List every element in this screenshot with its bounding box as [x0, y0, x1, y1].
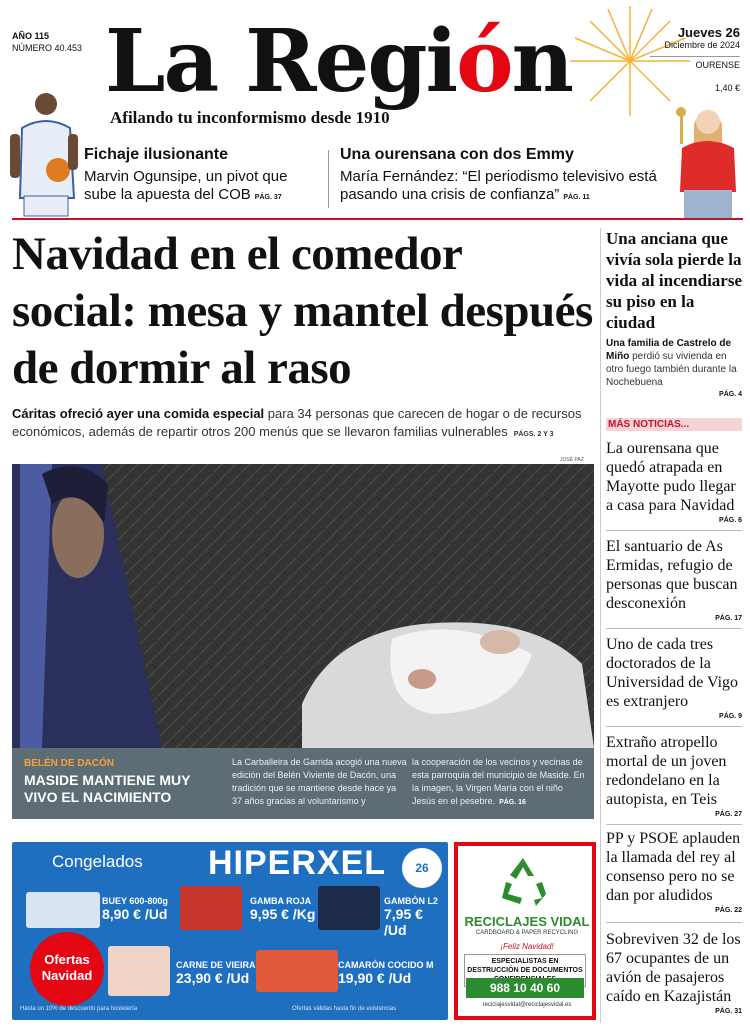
item-price: 23,90 € /Ud [176, 970, 250, 986]
year-label: AÑO 115 [12, 31, 50, 41]
service-description: ESPECIALISTAS EN DESTRUCCIÓN DE DOCUMENTOS [464, 954, 586, 987]
logo-text-c: n [511, 11, 573, 112]
item-name: CARNE DE VIEIRA [176, 960, 256, 970]
edition-info [12, 30, 82, 54]
ad-item [384, 896, 448, 938]
caption-text: la cooperación de los vecinos y vecinas de esta parroquia del municipio de Maside. En la imagen, la Virgen María con el niño Jesús en el pesebre. [412, 757, 585, 806]
photo-caption [12, 748, 594, 819]
ad-item [338, 960, 434, 986]
more-news-label: MÁS NOTICIAS... [606, 418, 742, 431]
shrimp-box-image [180, 886, 242, 930]
caption-kicker: BELÉN DE DACÓN [24, 758, 115, 769]
divider [606, 628, 742, 629]
promo-body: Marvin Ogunsipe, un pivot que sube la apuesta del COB [84, 168, 288, 203]
christmas-offers-badge: Ofertas Navidad [30, 932, 104, 1006]
item-price: 9,95 € /Kg [250, 906, 316, 922]
issue-month-year: Diciembre de 2024 [664, 40, 740, 50]
main-headline[interactable]: Navidad en el comedor social: mesa y mantel después de dormir al raso [12, 228, 593, 394]
email-address[interactable]: reciclajesvidal@reciclajesvidal.es [482, 1002, 572, 1008]
item-price: 19,90 € /Ud [338, 970, 412, 986]
prawn-box-image [318, 886, 380, 930]
ad-brand-prefix: Congelados [52, 852, 143, 871]
divider [606, 726, 742, 727]
story-headline: La ourensana que quedó atrapada en Mayotte pudo llegar a casa para Navidad [606, 440, 736, 514]
item-price: 7,95 € /Ud [384, 906, 423, 938]
promo-body: María Fernández: “El periodismo televisivo está pasando una crisis de confianza” [340, 168, 657, 203]
nativity-illustration [12, 464, 594, 748]
date-block [650, 26, 740, 95]
beef-image [26, 892, 100, 928]
story-headline: PP y PSOE aplauden la llamada del rey al consenso pero no se dan por aludidos [606, 830, 741, 904]
sidebar-story[interactable] [606, 829, 742, 914]
lede-bold: Cáritas ofreció ayer una comida especial [12, 406, 265, 421]
ad-item [176, 960, 256, 986]
divider [606, 530, 742, 531]
caption-text-col1: La Carballeira de Garrida acogió una nueva edición del Belén Viviente de Dacón, una tradición que se mantiene desde hace ya 37 años gracias al voluntarismo y [232, 757, 407, 806]
divider [606, 824, 742, 825]
item-name: BUEY 600-800g [102, 896, 168, 906]
page-ref: PÁG. 31 [715, 1008, 742, 1015]
story-headline: Uno de cada tres doctorados de la Universidad de Vigo es extranjero [606, 636, 739, 710]
reciclajes-vidal-ad[interactable] [454, 842, 596, 1020]
phone-number[interactable]: 988 10 40 60 [466, 978, 584, 998]
issue-number: NÚMERO 40.453 [12, 43, 83, 53]
logo-text-a: La Regi [105, 11, 457, 112]
page-ref: PÁG. 11 [563, 194, 590, 201]
caption-title[interactable]: MASIDE MANTIENE MUY VIVO EL NACIMIENTO [24, 772, 191, 805]
main-lede [12, 405, 597, 444]
promo-signing[interactable] [84, 146, 320, 207]
recycle-icon [494, 854, 552, 910]
story-sub [606, 337, 742, 389]
nativity-photo[interactable] [12, 464, 594, 748]
page-ref: PÁGS. 2 Y 3 [513, 431, 554, 438]
issue-day: Jueves 26 [677, 25, 740, 40]
divider [606, 922, 742, 923]
sub-bold: Una familia de Castrelo de Miño [606, 338, 732, 362]
page-ref: PÁG. 27 [715, 811, 742, 818]
sidebar-story[interactable] [606, 537, 742, 622]
ad-footnote: Ofertas válidas hasta fin de existencias [292, 1006, 397, 1012]
page-ref: PÁG. 22 [715, 907, 742, 914]
masthead-rule [12, 218, 743, 220]
story-headline: Una anciana que vivía sola pierde la vida al incendiarse su piso en la ciudad [606, 229, 743, 332]
page-ref: PÁG. 6 [719, 517, 742, 524]
promo-emmy[interactable] [340, 146, 670, 207]
page-ref: PÁG. 4 [719, 391, 742, 398]
basketball-player-image [8, 88, 80, 218]
edition-city: OURENSE [650, 56, 740, 72]
lede-text: para 34 personas que carecen de hogar o de recursos económicos, además de repartir otros 200 menús que se llevaron familias vulnerables [12, 406, 582, 439]
page-ref: PÁG. 37 [254, 194, 282, 201]
item-name: GAMBA ROJA [250, 896, 312, 906]
newspaper-logo[interactable] [105, 12, 572, 112]
divider [328, 150, 329, 208]
ad-footnote: Hasta un 10% de descuento para hostelería [20, 1006, 138, 1012]
promo-text [84, 168, 320, 207]
ad-item [102, 896, 168, 922]
ad-brand-name: HIPERXEL [208, 844, 387, 882]
page-ref: PÁG. 16 [499, 799, 526, 806]
company-name: RECICLAJES VIDAL [464, 914, 590, 929]
cover-price: 1,40 € [714, 83, 740, 93]
sidebar-story[interactable] [606, 439, 742, 524]
sub-text: perdió su vivienda en otro fuego también durante la Nochebuena [606, 351, 737, 388]
promo-title: Una ourensana con dos Emmy [340, 146, 574, 163]
story-headline: Sobreviven 32 de los 67 ocupantes de un avión de pasajeros caído en Kazajistán [606, 931, 741, 1005]
column-divider [600, 228, 601, 1023]
item-price: 8,90 € /Ud [102, 906, 168, 922]
company-subtitle: CARDBOARD & PAPER RECYCLING [475, 930, 579, 936]
christmas-greeting: ¡Feliz Navidad! [500, 942, 554, 951]
story-headline: El santuario de As Ermidas, refugio de personas que buscan desconexión [606, 538, 738, 612]
ad-badge: 26 [402, 848, 442, 888]
sidebar-story[interactable] [606, 635, 742, 720]
scallop-image [108, 946, 170, 996]
item-name: CAMARÓN COCIDO M [338, 960, 434, 970]
photo-credit: JOSÉ PAZ [560, 457, 584, 463]
cooked-shrimp-image [256, 950, 338, 992]
promo-title: Fichaje ilusionante [84, 146, 229, 163]
page-ref: PÁG. 17 [715, 615, 742, 622]
promo-text [340, 168, 670, 207]
caption-text-col2 [412, 756, 587, 809]
ad-item [250, 896, 315, 922]
story-headline: Extraño atropello mortal de un joven redondelano en la autopista, en Teis [606, 734, 727, 808]
logo-text-b: ó [456, 11, 512, 112]
item-name: GAMBÓN L2 [384, 896, 438, 906]
emmy-winner-image [672, 96, 742, 218]
sidebar-story[interactable] [606, 733, 742, 818]
sidebar-lead-story[interactable] [606, 228, 742, 398]
page-ref: PÁG. 9 [719, 713, 742, 720]
hiperxel-ad[interactable] [12, 842, 448, 1020]
tagline: Afilando tu inconformismo desde 1910 [110, 108, 390, 127]
sidebar-story[interactable] [606, 930, 742, 1015]
